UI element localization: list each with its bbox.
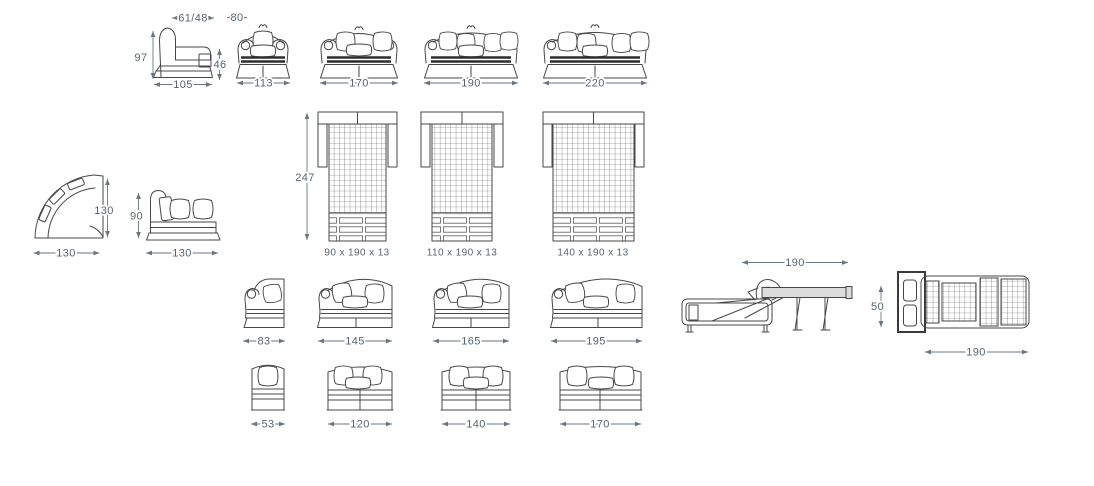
module-83-dim-width — [243, 336, 285, 348]
dim-label-width: 145 — [345, 335, 365, 348]
module-83-drawing — [244, 279, 284, 328]
module-195-dim-width — [551, 336, 642, 348]
module-120-drawing — [327, 366, 393, 410]
one-arm-module-195 — [551, 279, 643, 348]
armless-module-140 — [441, 366, 511, 431]
dim-label-width: 170 — [349, 77, 369, 90]
one-arm-module-165 — [433, 279, 510, 347]
sofa-170-drawing — [321, 27, 398, 78]
sofa-170-front-view — [320, 27, 398, 90]
bed-top-drawing — [898, 272, 1029, 332]
one-arm-module-83 — [243, 279, 285, 348]
sofabed-open-depth-dim — [295, 113, 315, 240]
dim-label-width: 113 — [254, 77, 273, 90]
dim-label-height: 50 — [870, 301, 885, 313]
sofa-190-front-view — [424, 26, 518, 90]
sofabed-open-140 — [543, 112, 644, 259]
bed-top-dim-length — [925, 347, 1028, 359]
corner-curved-top-view — [34, 175, 114, 260]
armchair-front-dim-width — [237, 78, 290, 90]
armchair-front-drawing — [237, 25, 290, 78]
dim-label-top-width: 80 — [230, 12, 244, 24]
dim-label-width: 190 — [461, 77, 481, 90]
dim-label-depth: 130 — [94, 205, 114, 217]
corner-front-dim-width — [146, 248, 218, 260]
dim-label-width: 53 — [261, 418, 275, 431]
armchair-side-dim-width — [154, 79, 212, 91]
dim-label-length: 190 — [966, 346, 986, 359]
bed-side-dim-length — [742, 257, 848, 269]
armchair-front-view — [227, 12, 290, 90]
dim-label-width: 120 — [350, 418, 370, 431]
sofabed-110-drawing — [421, 112, 503, 241]
sofabed-140-drawing — [543, 112, 644, 241]
one-arm-module-145 — [318, 279, 393, 347]
dim-label-seat-height: 46 — [213, 59, 227, 71]
armchair-side-drawing — [154, 28, 213, 78]
dim-label-open-depth: 247 — [295, 172, 315, 184]
sofa-220-dim-width — [543, 78, 647, 90]
corner-front-dim-height — [130, 193, 143, 238]
module-170-dim-width — [560, 419, 641, 431]
armless-module-120 — [327, 366, 393, 431]
sofabed-open-110 — [421, 112, 503, 259]
dim-label-width: 83 — [257, 335, 271, 348]
module-165-drawing — [433, 279, 510, 327]
module-140-dim-width — [442, 419, 510, 431]
corner-curved-dim-width — [34, 248, 100, 260]
bed-side-dim-height — [871, 286, 884, 327]
armless-module-53 — [251, 365, 285, 430]
dim-label-arm-depth: 61/48 — [178, 12, 208, 25]
mattress-label-110: 110 x 190 x 13 — [426, 247, 498, 259]
dim-label-width: 130 — [172, 247, 192, 260]
sofa-190-drawing — [425, 26, 519, 78]
dim-label-width: 220 — [585, 77, 605, 90]
sofabed-open-90 — [318, 112, 397, 259]
dim-label-width: 170 — [590, 418, 610, 431]
corner-curved-drawing — [35, 175, 103, 238]
sofa-220-front-view — [543, 25, 649, 90]
armchair-side-dim-seat-height — [213, 49, 226, 80]
armchair-front-dim-top — [227, 12, 247, 24]
module-53-drawing — [252, 365, 285, 410]
dim-label-width: 165 — [461, 335, 481, 348]
module-140-drawing — [441, 366, 511, 410]
armchair-side-dim-height — [134, 31, 153, 79]
dim-label-width: 140 — [466, 418, 486, 431]
module-195-drawing — [551, 279, 643, 328]
armless-module-170 — [559, 366, 642, 431]
module-170-drawing — [559, 366, 642, 410]
dim-label-length: 190 — [785, 257, 805, 269]
corner-front-view — [130, 191, 220, 260]
mattress-label-90: 90 x 190 x 13 — [324, 247, 390, 259]
dim-label-width: 105 — [173, 79, 193, 91]
dim-label-height: 97 — [134, 52, 148, 64]
mattress-label-140: 140 x 190 x 13 — [557, 247, 629, 259]
sofa-220-drawing — [544, 25, 650, 78]
dim-label-width: 195 — [586, 335, 606, 348]
armchair-side-view — [134, 13, 226, 92]
bed-mechanism-side-view — [682, 257, 884, 332]
module-145-dim-width — [318, 336, 392, 348]
module-165-dim-width — [433, 336, 509, 348]
sofabed-90-drawing — [318, 112, 397, 241]
module-120-dim-width — [328, 419, 392, 431]
dim-label-width: 130 — [56, 247, 76, 260]
armchair-side-dim-arm-depth — [172, 13, 214, 25]
corner-front-drawing — [147, 191, 221, 241]
corner-curved-dim-depth — [94, 179, 114, 237]
module-53-dim-width — [251, 419, 285, 431]
module-145-drawing — [318, 279, 393, 327]
sofa-190-dim-width — [424, 78, 518, 90]
bed-mechanism-top-view — [898, 272, 1029, 359]
dim-label-height: 90 — [129, 210, 144, 223]
sofa-170-dim-width — [320, 78, 398, 90]
bed-side-drawing — [682, 279, 852, 332]
